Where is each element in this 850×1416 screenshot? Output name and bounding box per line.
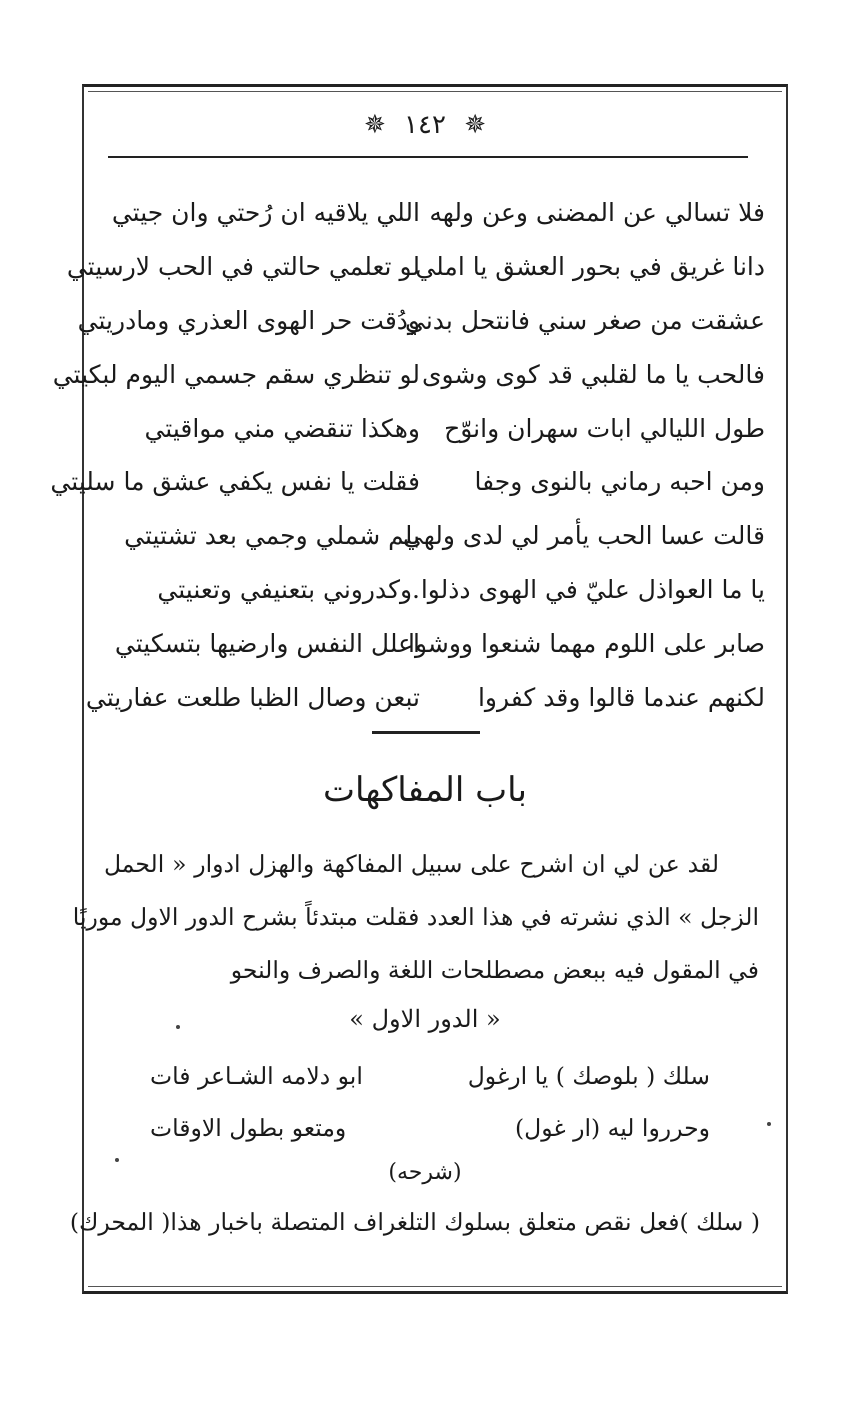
paragraph-line: لقد عن لي ان اشرح على سبيل المفاكهة والهزل ادوار « الحمل	[104, 850, 719, 878]
verse-second-hemistich: اعلل النفس وارضيها بتسكيتي	[114, 628, 420, 658]
verse-row	[52, 347, 765, 401]
verse-first-hemistich: قالت عسا الحب يأمر لي لدى ولهي	[402, 521, 765, 551]
ornament-right-icon: ✵	[464, 110, 487, 140]
print-speck	[115, 1158, 119, 1162]
print-speck	[767, 1122, 771, 1126]
intro-paragraph	[72, 838, 759, 997]
verse-second-hemistich: لو تعلمي حالتي في الحب لارسيتي	[66, 252, 420, 282]
verse-first-hemistich: صابر على اللوم مهما شنعوا ووشوا	[408, 628, 765, 658]
verse-second-hemistich: بلم شملي وجمي بعد تشتيتي	[124, 521, 420, 551]
commentary-text: ( سلك )فعل نقص متعلق بسلوك التلغراف المتصلة باخبار هذا( المحرك)	[69, 1208, 760, 1236]
verse-second-hemistich: فقلت يا نفس يكفي عشق ما سليتي	[50, 467, 420, 497]
zajal-first-hemistich: وحرروا ليه (ار غول)	[514, 1114, 710, 1142]
poem	[50, 186, 765, 724]
verse-first-hemistich: ومن احبه رماني بالنوى وجفا	[474, 467, 765, 497]
page-number: ١٤٢	[404, 110, 446, 140]
verse-first-hemistich: فلا تسالي عن المضنى وعن ولهه	[429, 198, 765, 228]
paragraph-line: الزجل » الذي نشرته في هذا العدد فقلت مبتدئاً بشرح الدور الاول موريًا	[72, 903, 759, 931]
verse-second-hemistich: تبعن وصال الظبا طلعت عفاريتي	[85, 682, 420, 712]
verse-row	[100, 616, 765, 670]
verse-second-hemistich: اللي يلاقيه ان رُحتي وان جيتي	[111, 198, 420, 228]
verse-second-hemistich: لو تنظري سقم جسمي اليوم لبكيتي	[52, 359, 420, 389]
verse-row	[66, 240, 765, 294]
paragraph-line: في المقول فيه ببعض مصطلحات اللغة والصرف والنحو	[230, 956, 759, 984]
verse-second-hemistich: .وكدروني بتعنيفي وتعنيتي	[157, 574, 420, 604]
verse-row	[85, 670, 765, 724]
verse-second-hemistich: ودُقت حر الهوى العذري ومادريتي	[77, 305, 420, 335]
zajal-row	[150, 1102, 710, 1154]
zajal-stanza	[150, 1050, 710, 1154]
verse-row	[100, 563, 765, 617]
zajal-second-hemistich: ومتعو بطول الاوقات	[150, 1114, 347, 1142]
commentary-label: (شرحه)	[388, 1160, 462, 1185]
verse-first-hemistich: طول الليالي ابات سهران وانوّح	[444, 413, 765, 443]
zajal-second-hemistich: ابو دلامه الشـاعر فات	[150, 1062, 363, 1090]
stanza-heading: « الدور الاول »	[349, 1005, 501, 1033]
verse-second-hemistich: وهكذا تنقضي مني مواقيتي	[144, 413, 420, 443]
verse-first-hemistich: دانا غريق في بحور العشق يا املي	[415, 252, 765, 282]
verse-first-hemistich: لكنهم عندما قالوا وقد كفروا	[477, 682, 765, 712]
verse-first-hemistich: يا ما العواذل عليّ في الهوى دذلوا	[420, 574, 765, 604]
zajal-first-hemistich: سلك ( بلوصك ) يا ارغول	[467, 1062, 710, 1090]
verse-row	[100, 401, 765, 455]
verse-row	[50, 455, 765, 509]
section-title: باب المفاكهات	[323, 770, 527, 810]
section-divider	[372, 731, 480, 734]
verse-row	[100, 186, 765, 240]
verse-first-hemistich: فالحب يا ما لقلبي قد كوى وشوى	[421, 359, 765, 389]
print-speck	[176, 1025, 180, 1029]
verse-row	[100, 509, 765, 563]
verse-row	[77, 294, 765, 348]
page-header	[0, 110, 850, 140]
header-rule	[108, 156, 748, 158]
zajal-row	[150, 1050, 710, 1102]
ornament-left-icon: ✵	[363, 110, 386, 140]
verse-first-hemistich: عشقت من صغر سني فانتحل بدني	[405, 305, 765, 335]
